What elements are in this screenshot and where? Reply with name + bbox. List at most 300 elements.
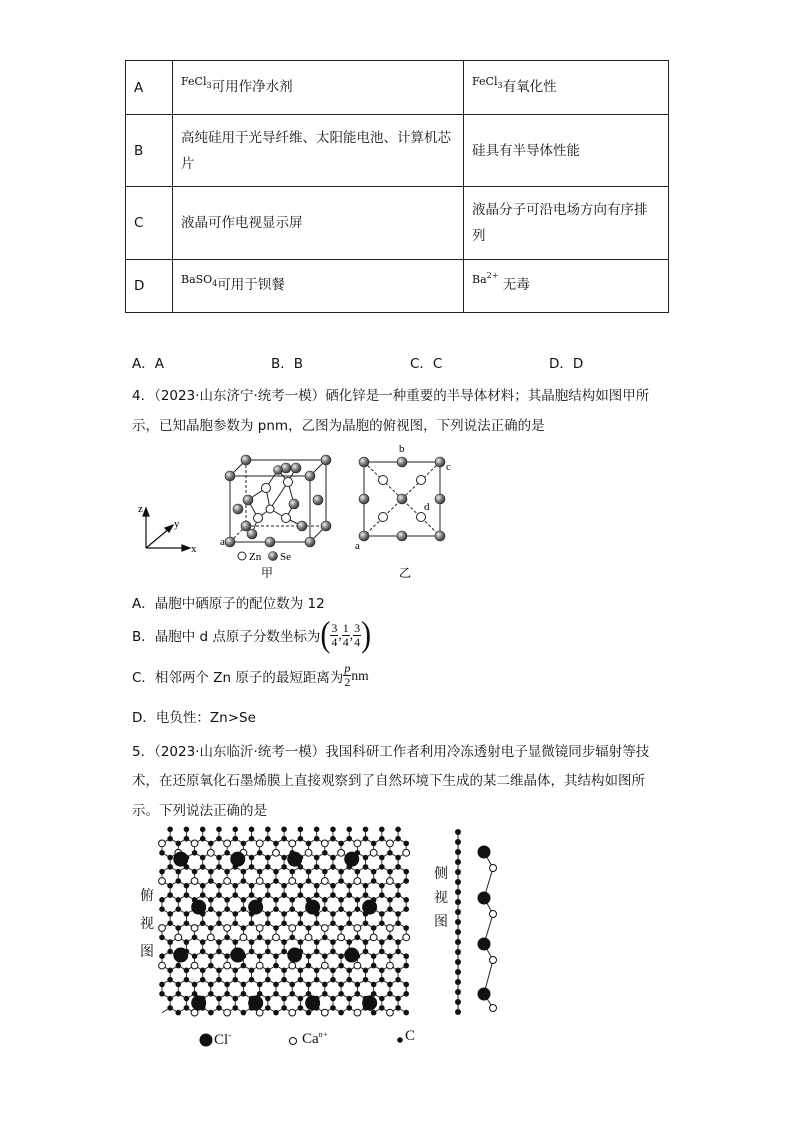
carbon-atom [363,855,369,861]
ca-atom [256,962,263,969]
carbon-atom [200,921,206,927]
carbon-atom [403,869,409,875]
cl-ion [248,900,263,915]
carbon-atom [322,953,328,959]
top-view-label-c: c [446,461,451,473]
cl-ion [305,995,320,1010]
q4-option-c-text: C．相邻两个 Zn 原子的最短距离为 [132,669,344,686]
carbon-atom [338,869,344,875]
carbon-atom [257,850,263,856]
carbon-atom [330,968,336,974]
carbon-atom [281,911,287,917]
carbon-atom [184,1005,190,1011]
ca-atom [191,840,198,847]
carbon-atom [314,939,320,945]
carbon-atom [192,935,198,941]
carbon-atom [387,982,393,988]
carbon-atom [455,919,461,925]
carbon-atom [387,850,393,856]
carbon-atom [273,991,279,997]
carbon-atom [216,977,222,983]
carbon-atom [281,996,287,1002]
ca-atom [321,925,328,932]
carbon-atom [249,836,255,842]
ca-atom [207,934,214,941]
formula: Ba2+ [472,271,499,286]
ca-atom [273,934,280,941]
carbon-atom [387,991,393,997]
carbon-atom [371,841,377,847]
carbon-atom [216,827,222,833]
carbon-atom [216,836,222,842]
carbon-atom [403,841,409,847]
carbon-atom [298,911,304,917]
carbon-atom [338,906,344,912]
q4-figure [130,440,470,590]
row-left-cell: $^{BaSO_4}$可用于钡餐 [173,260,464,313]
zinc-selenide-unit-cell [225,455,331,547]
coord-fraction: $\frac{3}{4}$ [331,620,338,649]
ca-atom [354,878,361,885]
se-legend-icon [269,552,278,561]
carbon-atom [395,968,401,974]
carbon-atom [208,897,214,903]
carbon-atom [273,1010,279,1016]
ca-atom [354,840,361,847]
carbon-atom [249,827,255,833]
ca-atom [289,840,296,847]
carbon-atom [363,827,369,833]
carbon-atom [289,906,295,912]
carbon-atom [306,1010,312,1016]
top-view-label-b: b [399,443,405,455]
carbon-atom [363,864,369,870]
carbon-atom [281,939,287,945]
q4-option-d: D．电负性：Zn>Se [132,710,256,726]
carbon-atom [265,996,271,1002]
carbon-atom [355,869,361,875]
carbon-atom [455,889,461,895]
carbon-atom [363,883,369,889]
carbon-atom [216,864,222,870]
carbon-atom [395,827,401,833]
carbon-atom [192,982,198,988]
carbon-atom [455,1009,461,1015]
carbon-atom [346,977,352,983]
cl-ion [191,995,206,1010]
ca-atom [175,934,182,941]
carbon-atom [232,883,238,889]
ca-atom [321,962,328,969]
top-view-label-d: d [424,501,430,513]
carbon-atom [224,869,230,875]
legend-cl: Cl- [214,1030,232,1048]
carbon-atom [184,996,190,1002]
carbon-atom [298,883,304,889]
carbon-atom [395,836,401,842]
options-table [125,60,669,313]
left-paren: ( [320,614,331,655]
carbon-atom [249,939,255,945]
row-left-cell: 高纯硅用于光导纤维、太阳能电池、计算机芯 片 [173,115,464,187]
row-right-cell: $^{Ba^{2+}}$ 无毒 [464,260,669,313]
carbon-atom [273,841,279,847]
carbon-atom [265,855,271,861]
carbon-atom [281,827,287,833]
carbon-atom [184,827,190,833]
ca-atom [305,849,312,856]
carbon-atom [403,897,409,903]
carbon-atom [159,869,165,875]
q3-choice-a: A．A [132,356,164,372]
q4-stem-line2: 示，已知晶胞参数为 pnm，乙图为晶胞的俯视图，下列说法正确的是 [132,418,545,434]
carbon-atom [338,963,344,969]
axes-icon [143,508,190,551]
table-row [126,260,669,313]
cl-ion [478,938,491,951]
carbon-atom [346,911,352,917]
carbon-atom [232,911,238,917]
row-key: B [126,115,173,187]
top-view-label: 俯 视 图 [140,888,154,960]
carbon-atom [265,968,271,974]
carbon-atom [338,841,344,847]
carbon-atom [379,977,385,983]
carbon-atom [395,892,401,898]
carbon-atom [314,827,320,833]
carbon-atom [379,996,385,1002]
carbon-atom [371,953,377,959]
carbon-atom [298,996,304,1002]
carbon-atom [184,968,190,974]
carbon-atom [265,883,271,889]
carbon-atom [346,892,352,898]
carbon-atom [330,996,336,1002]
carbon-atom [289,991,295,997]
cl-ion [230,948,245,963]
carbon-atom [346,921,352,927]
ca-atom [273,849,280,856]
carbon-atom [265,836,271,842]
carbon-atom [289,869,295,875]
ca-atom [240,934,247,941]
carbon-atom [175,878,181,884]
carbon-atom [281,968,287,974]
table-row [126,115,669,187]
carbon-atom [346,968,352,974]
row-key: C [126,187,173,260]
carbon-atom [167,827,173,833]
carbon-atom [159,906,165,912]
carbon-atom [330,1005,336,1011]
carbon-atom [200,855,206,861]
carbon-atom [379,892,385,898]
crystal-side-view [448,826,508,1018]
carbon-atom [338,925,344,931]
crystal-top-view [156,826,418,1026]
carbon-atom [208,991,214,997]
carbon-atom [224,906,230,912]
carbon-atom [330,864,336,870]
ca-atom [387,878,394,885]
carbon-atom [265,911,271,917]
carbon-atom [208,878,214,884]
carbon-atom [403,982,409,988]
carbon-atom [289,935,295,941]
cl-ion [362,900,377,915]
carbon-atom [403,878,409,884]
carbon-atom [379,883,385,889]
carbon-atom [455,939,461,945]
carbon-atom [387,897,393,903]
carbon-atom [346,836,352,842]
carbon-atom [455,969,461,975]
carbon-atom [322,935,328,941]
carbon-atom [200,949,206,955]
legend-ca: $Ca^{n+}$ [302,1030,329,1047]
carbon-atom [167,836,173,842]
carbon-atom [395,883,401,889]
carbon-atom [403,1010,409,1016]
carbon-atom [224,850,230,856]
carbon-atom [379,827,385,833]
carbon-atom [200,827,206,833]
carbon-atom [273,925,279,931]
ca-atom [224,925,231,932]
carbon-atom [455,979,461,985]
carbon-atom [314,977,320,983]
carbon-atom [355,897,361,903]
carbon-atom [208,982,214,988]
legend-zn: Zn [249,551,262,563]
carbon-atom [455,929,461,935]
carbon-atom [241,925,247,931]
carbon-atom [387,906,393,912]
carbon-atom [159,991,165,997]
carbon-atom [167,968,173,974]
q5-stem-line2: 术，在还原氧化石墨烯膜上直接观察到了自然环境下生成的某二维晶体，其结构如图所 [132,773,645,789]
carbon-atom [232,836,238,842]
ca-atom [490,957,497,964]
carbon-atom [322,850,328,856]
carbon-atom [371,982,377,988]
carbon-atom [167,911,173,917]
carbon-atom [159,935,165,941]
carbon-atom [306,963,312,969]
carbon-atom [298,939,304,945]
cl-ion [230,852,245,867]
carbon-atom [346,939,352,945]
cell-label-a: a [220,536,225,548]
carbon-atom [200,977,206,983]
legend-se: Se [280,551,291,563]
carbon-atom [216,1005,222,1011]
cl-ion [344,852,359,867]
carbon-atom [330,883,336,889]
ca-atom [387,840,394,847]
carbon-atom [330,892,336,898]
carbon-atom [200,864,206,870]
ca-atom [354,925,361,932]
row-right-cell: 液晶分子可沿电场方向有序排 列 [464,187,669,260]
carbon-atom [265,977,271,983]
ca-atom [256,878,263,885]
cl-ion [478,892,491,905]
carbon-atom [175,869,181,875]
ca-legend-icon [290,1038,297,1045]
ca-atom [387,925,394,932]
carbon-atom [314,855,320,861]
carbon-atom [224,935,230,941]
carbon-atom [167,864,173,870]
carbon-atom [257,935,263,941]
carbon-atom [249,892,255,898]
q3-choice-c: C．C [410,356,443,372]
carbon-atom [455,999,461,1005]
carbon-atom [281,1005,287,1011]
carbon-atom [241,869,247,875]
carbon-atom [200,939,206,945]
ca-atom [338,849,345,856]
carbon-atom [455,859,461,865]
ca-atom [321,1009,328,1016]
carbon-atom [241,982,247,988]
carbon-atom [455,839,461,845]
carbon-atom [208,841,214,847]
carbon-atom [289,897,295,903]
carbon-atom [455,909,461,915]
carbon-atom [249,977,255,983]
ca-atom [191,878,198,885]
carbon-atom [167,949,173,955]
ca-atom [159,878,166,885]
carbon-atom [322,869,328,875]
carbon-atom [455,849,461,855]
carbon-atom [322,906,328,912]
table-row [126,61,669,115]
carbon-atom [241,991,247,997]
carbon-atom [338,982,344,988]
row-left-cell: 液晶可作电视显示屏 [173,187,464,260]
carbon-atom [265,827,271,833]
carbon-atom [232,968,238,974]
ca-atom [354,1009,361,1016]
carbon-atom [363,836,369,842]
carbon-atom [175,1010,181,1016]
carbon-atom [363,949,369,955]
carbon-atom [314,836,320,842]
carbon-atom [395,939,401,945]
carbon-atom [159,850,165,856]
carbon-atom [387,869,393,875]
cl-legend-icon [200,1034,213,1047]
unit: nm [351,667,369,683]
carbon-atom [167,892,173,898]
carbon-atom [175,841,181,847]
ca-atom [289,1009,296,1016]
carbon-atom [200,968,206,974]
carbon-atom [455,899,461,905]
carbon-atom [322,982,328,988]
carbon-atom [281,883,287,889]
carbon-atom [330,855,336,861]
cl-ion [478,988,491,1001]
carbon-atom [379,1005,385,1011]
carbon-atom [355,991,361,997]
axis-x-label: x [191,543,197,555]
carbon-atom [371,869,377,875]
carbon-atom [395,996,401,1002]
carbon-atom [241,1010,247,1016]
carbon-atom [306,925,312,931]
q3-choice-d: D．D [549,356,584,372]
carbon-atom [330,911,336,917]
row-right-cell: $^{FeCl_3}$有氧化性 [464,61,669,115]
carbon-atom [232,892,238,898]
ca-atom [224,878,231,885]
ca-atom [403,934,410,941]
carbon-atom [306,878,312,884]
carbon-atom [379,836,385,842]
carbon-atom [455,829,461,835]
carbon-atom [395,1005,401,1011]
carbon-atom [175,991,181,997]
carbon-atom [281,855,287,861]
carbon-atom [273,878,279,884]
distance-fraction: $\frac{p}{2}$ [344,661,351,689]
carbon-atom [249,968,255,974]
q4-option-b-text: B．晶胞中 d 点原子分数坐标为 [132,629,321,645]
carbon-atom [241,906,247,912]
carbon-atom [216,883,222,889]
carbon-atom [249,949,255,955]
carbon-atom [330,836,336,842]
cl-ion [344,948,359,963]
cl-ion [173,948,188,963]
carbon-atom [403,991,409,997]
carbon-atom [184,921,190,927]
carbon-atom [306,869,312,875]
cl-ion [478,846,491,859]
carbon-atom [330,921,336,927]
carbon-atom [273,897,279,903]
ca-atom [289,878,296,885]
carbon-atom [455,949,461,955]
carbon-atom [208,1010,214,1016]
cl-ion [173,852,188,867]
ca-atom [338,934,345,941]
carbon-atom [208,925,214,931]
axis-y-label: y [174,518,180,530]
ca-atom [387,962,394,969]
q4-stem-line1: 4．（2023·山东济宁·统考一模）硒化锌是一种重要的半导体材料；其晶胞结构如图甲所 [132,388,650,404]
carbon-atom [167,1005,173,1011]
right-paren: ) [361,614,372,655]
carbon-atom [298,836,304,842]
fig-yi-caption: 乙 [399,566,412,580]
carbon-atom [403,925,409,931]
carbon-atom [216,911,222,917]
carbon-atom [363,921,369,927]
q5-stem-line3: 示。下列说法正确的是 [132,803,267,819]
carbon-atom [232,827,238,833]
carbon-atom [455,869,461,875]
carbon-atom [298,1005,304,1011]
carbon-atom [298,827,304,833]
carbon-atom [265,939,271,945]
ca-atom [224,1009,231,1016]
ca-atom [370,934,377,941]
